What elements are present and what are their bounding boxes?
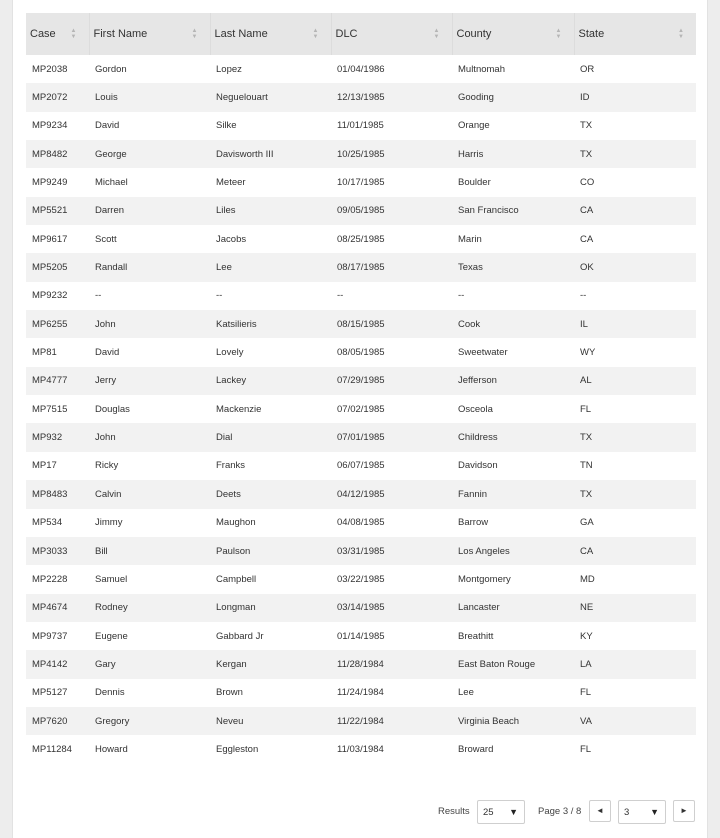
- state-cell: TN: [580, 460, 593, 472]
- table-row[interactable]: [26, 707, 696, 735]
- dlc-cell: 01/14/1985: [337, 630, 385, 642]
- table-row[interactable]: [26, 480, 696, 508]
- dlc-cell: 07/01/1985: [337, 432, 385, 444]
- first-name-cell: John: [95, 432, 116, 444]
- dlc-cell: 08/05/1985: [337, 347, 385, 359]
- last-name-cell: Campbell: [216, 573, 257, 585]
- first-name-cell: Rodney: [95, 602, 128, 614]
- case-cell: MP2072: [32, 92, 68, 104]
- state-cell: CA: [580, 233, 594, 245]
- table-row[interactable]: [26, 55, 696, 83]
- page-size-select[interactable]: [477, 800, 525, 824]
- first-name-cell: Bill: [95, 545, 108, 557]
- last-name-cell: Deets: [216, 488, 241, 500]
- table-row[interactable]: [26, 735, 696, 763]
- table-row[interactable]: [26, 310, 696, 338]
- dlc-cell: 11/22/1984: [337, 715, 384, 727]
- table-row[interactable]: [26, 509, 696, 537]
- table-row[interactable]: [26, 83, 696, 111]
- sort-arrows-icon[interactable]: ▲ ▼: [191, 28, 198, 40]
- county-cell: Barrow: [458, 517, 489, 529]
- case-cell: MP8483: [32, 488, 68, 500]
- county-cell: Orange: [458, 120, 490, 132]
- state-cell: IL: [580, 318, 588, 330]
- column-header-label: County: [456, 28, 492, 40]
- first-name-cell: Jerry: [95, 375, 117, 387]
- state-cell: OK: [580, 262, 594, 274]
- table-row[interactable]: [26, 679, 696, 707]
- dlc-cell: 08/17/1985: [337, 262, 385, 274]
- state-cell: CA: [580, 205, 594, 217]
- county-cell: Multnomah: [458, 63, 505, 75]
- first-name-cell: Douglas: [95, 403, 130, 415]
- page-indicator: Page 3 / 8: [538, 806, 582, 817]
- case-cell: MP4142: [32, 658, 68, 670]
- dlc-cell: 10/17/1985: [337, 177, 385, 189]
- case-cell: MP4674: [32, 602, 68, 614]
- arrow-right-icon: ►: [680, 806, 688, 815]
- last-name-cell: Eggleston: [216, 743, 259, 755]
- column-header-label: First Name: [93, 28, 148, 40]
- case-cell: MP3033: [32, 545, 68, 557]
- county-cell: --: [458, 290, 465, 302]
- last-name-cell: Dial: [216, 432, 233, 444]
- first-name-cell: Gregory: [95, 715, 130, 727]
- county-cell: Harris: [458, 148, 484, 160]
- table-row[interactable]: [26, 537, 696, 565]
- county-cell: Osceola: [458, 403, 493, 415]
- first-name-cell: --: [95, 290, 102, 302]
- table-row[interactable]: [26, 423, 696, 451]
- state-cell: MD: [580, 573, 595, 585]
- first-name-cell: Howard: [95, 743, 128, 755]
- results-label: Results: [438, 806, 470, 817]
- first-name-cell: Eugene: [95, 630, 128, 642]
- last-name-cell: --: [216, 290, 223, 302]
- last-name-cell: Gabbard Jr: [216, 630, 264, 642]
- dlc-cell: 09/05/1985: [337, 205, 385, 217]
- sort-arrows-icon[interactable]: ▲ ▼: [555, 28, 562, 40]
- state-cell: --: [580, 290, 587, 302]
- county-cell: Virginia Beach: [458, 715, 520, 727]
- first-name-cell: Calvin: [95, 488, 122, 500]
- results-table: [26, 13, 696, 764]
- column-header-state[interactable]: [574, 13, 696, 55]
- first-name-cell: Louis: [95, 92, 118, 104]
- state-cell: FL: [580, 743, 592, 755]
- last-name-cell: Davisworth III: [216, 148, 274, 160]
- dlc-cell: 07/02/1985: [337, 403, 385, 415]
- first-name-cell: John: [95, 318, 116, 330]
- county-cell: Jefferson: [458, 375, 497, 387]
- county-cell: San Francisco: [458, 205, 519, 217]
- table-row[interactable]: [26, 565, 696, 593]
- sort-arrows-icon[interactable]: ▲ ▼: [312, 28, 319, 40]
- case-cell: MP5205: [32, 262, 68, 274]
- last-name-cell: Neveu: [216, 715, 244, 727]
- case-cell: MP11284: [32, 743, 72, 755]
- column-header-label: DLC: [335, 28, 358, 40]
- page-number-select[interactable]: [618, 800, 666, 824]
- pagination-bar: [13, 800, 709, 824]
- dlc-cell: --: [337, 290, 344, 302]
- last-name-cell: Lopez: [216, 63, 242, 75]
- table-header-row: [26, 13, 696, 55]
- state-cell: TX: [580, 488, 593, 500]
- column-header-label: Case: [30, 28, 56, 40]
- last-name-cell: Liles: [216, 205, 236, 217]
- first-name-cell: George: [95, 148, 127, 160]
- state-cell: LA: [580, 658, 592, 670]
- column-header-label: State: [578, 28, 605, 40]
- case-cell: MP534: [32, 517, 63, 529]
- table-row[interactable]: [26, 338, 696, 366]
- county-cell: East Baton Rouge: [458, 658, 536, 670]
- first-name-cell: David: [95, 347, 120, 359]
- table-row[interactable]: [26, 225, 696, 253]
- state-cell: WY: [580, 347, 596, 359]
- dlc-cell: 03/22/1985: [337, 573, 385, 585]
- table-body: [26, 55, 696, 764]
- case-cell: MP2228: [32, 573, 68, 585]
- state-cell: OR: [580, 63, 595, 75]
- case-cell: MP9737: [32, 630, 68, 642]
- county-cell: Boulder: [458, 177, 491, 189]
- chevron-down-icon: ▼: [650, 807, 659, 817]
- table-row[interactable]: [26, 168, 696, 196]
- table-row[interactable]: [26, 140, 696, 168]
- first-name-cell: Dennis: [95, 687, 125, 699]
- table-row[interactable]: [26, 594, 696, 622]
- dlc-cell: 10/25/1985: [337, 148, 385, 160]
- sort-arrows-icon[interactable]: ▲ ▼: [70, 28, 77, 40]
- state-cell: CO: [580, 177, 595, 189]
- dlc-cell: 06/07/1985: [337, 460, 385, 472]
- last-name-cell: Longman: [216, 602, 256, 614]
- last-name-cell: Jacobs: [216, 233, 247, 245]
- first-name-cell: Ricky: [95, 460, 119, 472]
- column-header-first-name[interactable]: [89, 13, 210, 55]
- state-cell: ID: [580, 92, 590, 104]
- sort-arrows-icon[interactable]: ▲ ▼: [678, 28, 684, 40]
- state-cell: FL: [580, 687, 592, 699]
- state-cell: CA: [580, 545, 594, 557]
- table-row[interactable]: [26, 622, 696, 650]
- dlc-cell: 03/14/1985: [337, 602, 385, 614]
- case-cell: MP9234: [32, 120, 68, 132]
- county-cell: Childress: [458, 432, 498, 444]
- sort-arrows-icon[interactable]: ▲ ▼: [433, 28, 440, 40]
- case-cell: MP9617: [32, 233, 68, 245]
- table-row[interactable]: [26, 253, 696, 281]
- page-number-value: 3: [624, 807, 630, 818]
- previous-page-button[interactable]: [589, 800, 611, 822]
- first-name-cell: Gary: [95, 658, 116, 670]
- state-cell: VA: [580, 715, 592, 727]
- first-name-cell: David: [95, 120, 120, 132]
- state-cell: FL: [580, 403, 592, 415]
- results-card: [12, 0, 708, 838]
- state-cell: GA: [580, 517, 594, 529]
- case-cell: MP9232: [32, 290, 68, 302]
- case-cell: MP7515: [32, 403, 68, 415]
- last-name-cell: Maughon: [216, 517, 256, 529]
- county-cell: Lancaster: [458, 602, 500, 614]
- case-cell: MP6255: [32, 318, 68, 330]
- county-cell: Gooding: [458, 92, 494, 104]
- table-row[interactable]: [26, 282, 696, 310]
- case-cell: MP81: [32, 347, 57, 359]
- page-size-value: 25: [483, 807, 494, 818]
- first-name-cell: Jimmy: [95, 517, 123, 529]
- first-name-cell: Samuel: [95, 573, 128, 585]
- case-cell: MP5127: [32, 687, 68, 699]
- state-cell: KY: [580, 630, 593, 642]
- table-row[interactable]: [26, 367, 696, 395]
- last-name-cell: Meteer: [216, 177, 246, 189]
- first-name-cell: Michael: [95, 177, 128, 189]
- case-cell: MP932: [32, 432, 63, 444]
- county-cell: Los Angeles: [458, 545, 510, 557]
- county-cell: Cook: [458, 318, 481, 330]
- county-cell: Sweetwater: [458, 347, 508, 359]
- county-cell: Montgomery: [458, 573, 511, 585]
- case-cell: MP7620: [32, 715, 68, 727]
- dlc-cell: 11/03/1984: [337, 743, 384, 755]
- county-cell: Davidson: [458, 460, 498, 472]
- last-name-cell: Neguelouart: [216, 92, 268, 104]
- dlc-cell: 08/25/1985: [337, 233, 385, 245]
- column-header-county[interactable]: [452, 13, 574, 55]
- case-cell: MP2038: [32, 63, 68, 75]
- dlc-cell: 11/24/1984: [337, 687, 384, 699]
- case-cell: MP8482: [32, 148, 68, 160]
- table-row[interactable]: [26, 395, 696, 423]
- column-header-last-name[interactable]: [210, 13, 331, 55]
- county-cell: Fannin: [458, 488, 488, 500]
- county-cell: Broward: [458, 743, 494, 755]
- state-cell: TX: [580, 432, 593, 444]
- last-name-cell: Paulson: [216, 545, 251, 557]
- dlc-cell: 11/28/1984: [337, 658, 384, 670]
- state-cell: AL: [580, 375, 592, 387]
- dlc-cell: 01/04/1986: [337, 63, 385, 75]
- county-cell: Marin: [458, 233, 482, 245]
- first-name-cell: Scott: [95, 233, 117, 245]
- last-name-cell: Mackenzie: [216, 403, 262, 415]
- case-cell: MP17: [32, 460, 57, 472]
- case-cell: MP4777: [32, 375, 68, 387]
- last-name-cell: Franks: [216, 460, 246, 472]
- state-cell: NE: [580, 602, 594, 614]
- table-row[interactable]: [26, 650, 696, 678]
- county-cell: Texas: [458, 262, 483, 274]
- first-name-cell: Randall: [95, 262, 128, 274]
- last-name-cell: Lovely: [216, 347, 244, 359]
- last-name-cell: Brown: [216, 687, 243, 699]
- dlc-cell: 07/29/1985: [337, 375, 385, 387]
- county-cell: Lee: [458, 687, 474, 699]
- dlc-cell: 04/12/1985: [337, 488, 385, 500]
- dlc-cell: 12/13/1985: [337, 92, 385, 104]
- table-row[interactable]: [26, 197, 696, 225]
- dlc-cell: 04/08/1985: [337, 517, 385, 529]
- dlc-cell: 08/15/1985: [337, 318, 385, 330]
- last-name-cell: Lackey: [216, 375, 247, 387]
- chevron-down-icon: ▼: [509, 807, 518, 817]
- first-name-cell: Gordon: [95, 63, 127, 75]
- column-header-case[interactable]: [26, 13, 89, 55]
- column-header-label: Last Name: [214, 28, 268, 40]
- case-cell: MP9249: [32, 177, 68, 189]
- case-cell: MP5521: [32, 205, 68, 217]
- state-cell: TX: [580, 148, 593, 160]
- last-name-cell: Katsilieris: [216, 318, 257, 330]
- county-cell: Breathitt: [458, 630, 494, 642]
- table-row[interactable]: [26, 112, 696, 140]
- first-name-cell: Darren: [95, 205, 125, 217]
- dlc-cell: 11/01/1985: [337, 120, 384, 132]
- column-header-dlc[interactable]: [331, 13, 452, 55]
- last-name-cell: Silke: [216, 120, 237, 132]
- next-page-button[interactable]: [673, 800, 695, 822]
- arrow-left-icon: ◄: [596, 806, 604, 815]
- last-name-cell: Lee: [216, 262, 232, 274]
- last-name-cell: Kergan: [216, 658, 247, 670]
- state-cell: TX: [580, 120, 593, 132]
- table-row[interactable]: [26, 452, 696, 480]
- dlc-cell: 03/31/1985: [337, 545, 385, 557]
